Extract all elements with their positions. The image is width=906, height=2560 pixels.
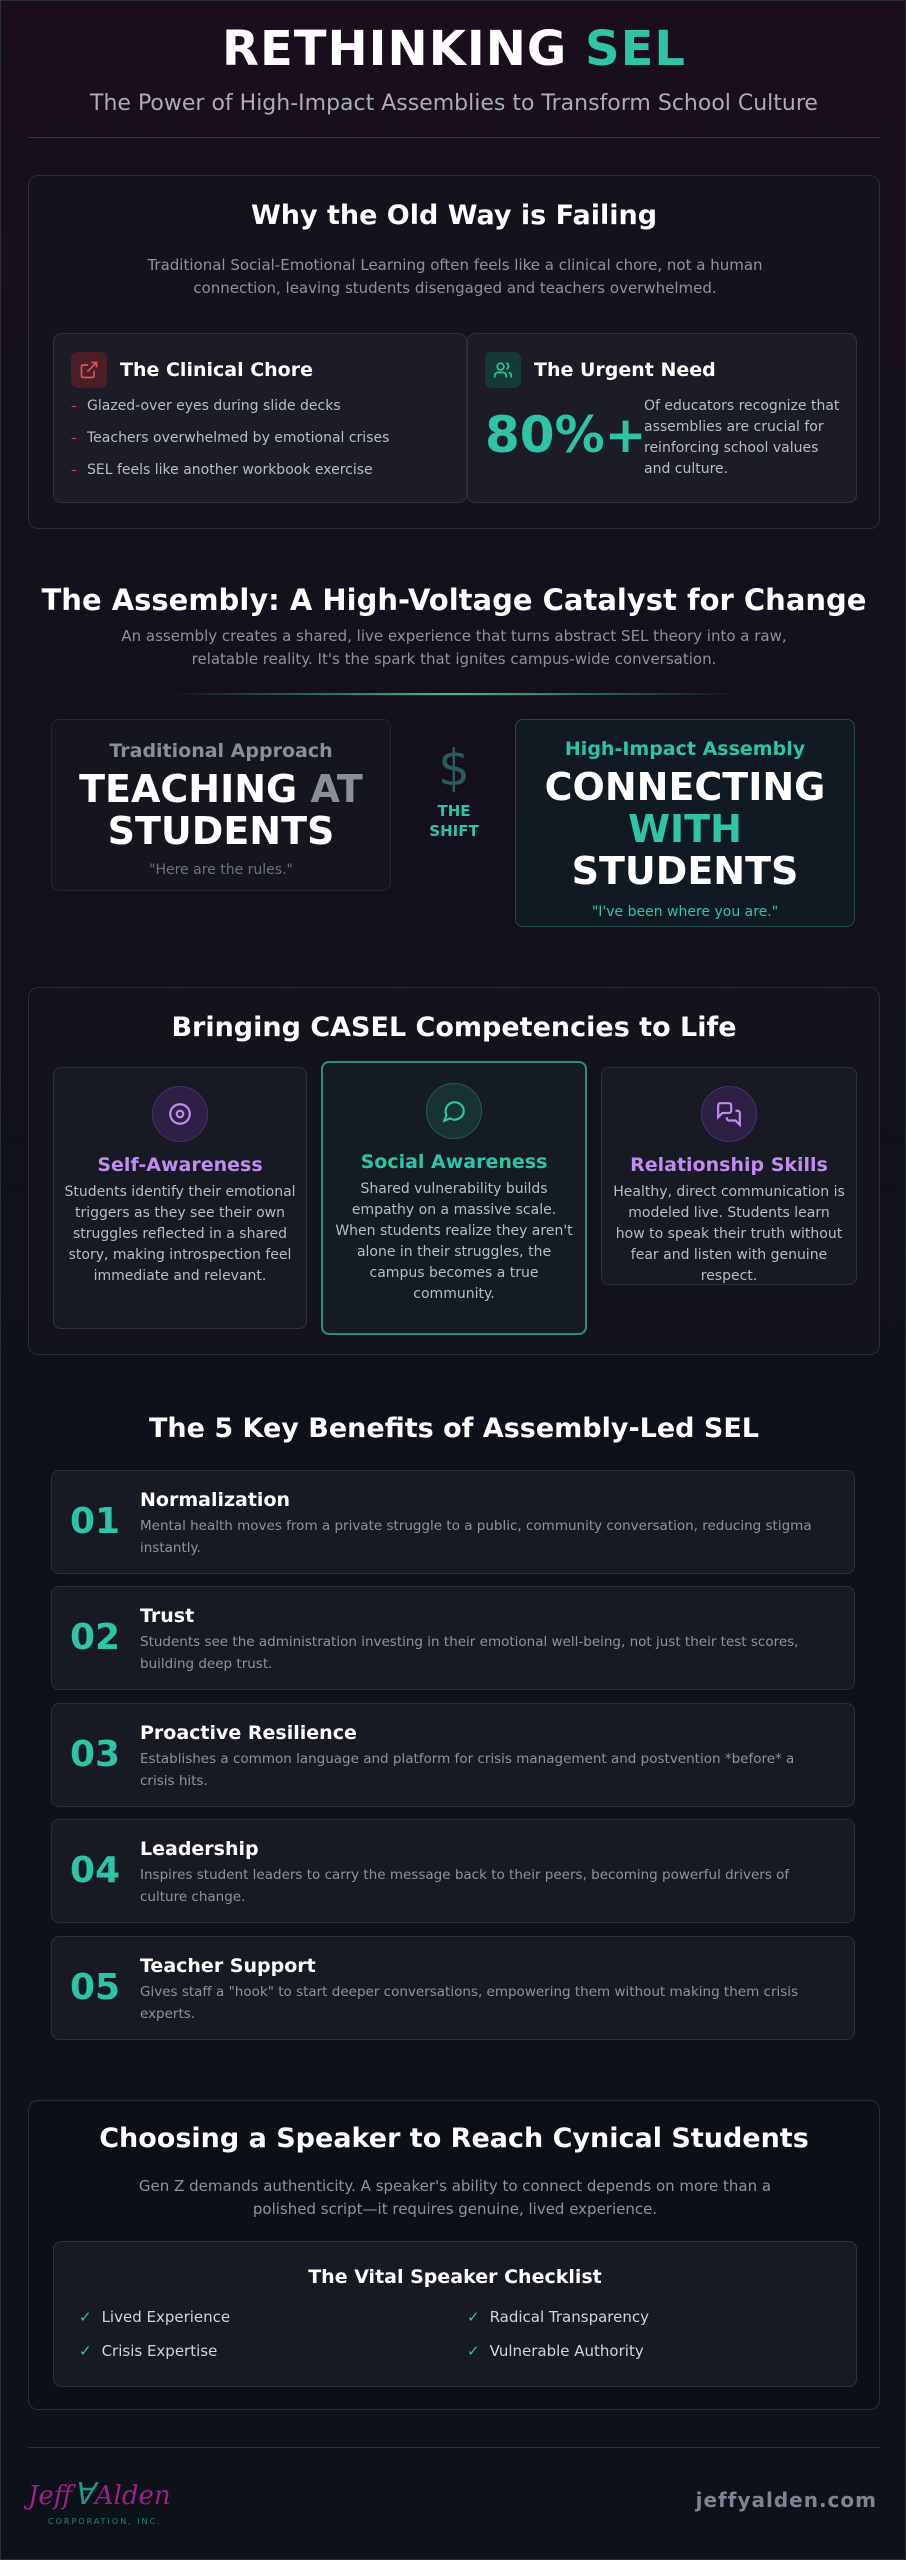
benefit-text: Establishes a common language and platform for crisis management and postvention *before* a crisis hits. [140, 1751, 795, 1789]
check-icon: ✓ [79, 2342, 92, 2360]
urgent-need-title: The Urgent Need [534, 359, 716, 381]
benefit-item [51, 1819, 855, 1923]
dollar-icon: $ [438, 739, 470, 797]
traditional-line-1: TEACHING AT [79, 767, 363, 811]
page-header [1, 19, 906, 119]
assembly-heading: The Assembly: A High-Voltage Catalyst for Change [41, 583, 867, 617]
users-icon [485, 352, 521, 388]
chat-bubbles-icon [701, 1086, 757, 1142]
logo-figure-icon: ꓯ [73, 2477, 94, 2512]
high-impact-line-2: WITH [628, 807, 742, 851]
competency-title: Relationship Skills [630, 1154, 828, 1176]
benefit-text: Inspires student leaders to carry the message back to their peers, becoming powerful drivers of culture change. [140, 1867, 790, 1905]
benefit-number: 03 [70, 1734, 121, 1775]
competency-title: Self-Awareness [97, 1154, 263, 1176]
benefits-heading: The 5 Key Benefits of Assembly-Led SEL [148, 1413, 760, 1444]
benefit-title: Normalization [140, 1489, 291, 1511]
failing-heading: Why the Old Way is Failing [250, 200, 658, 231]
page-title [1, 19, 906, 79]
speaker-heading: Choosing a Speaker to Reach Cynical Students [99, 2123, 809, 2154]
benefit-item [51, 1470, 855, 1574]
checklist-item: ✓ Vulnerable Authority [467, 2342, 644, 2360]
title-part-2: SEL [585, 21, 686, 77]
speaker-checklist-card [53, 2241, 857, 2387]
checklist-item: ✓ Crisis Expertise [79, 2342, 218, 2360]
logo [28, 2471, 178, 2531]
benefit-title: Trust [140, 1605, 195, 1627]
logo-tagline: CORPORATION, INC. [48, 2517, 162, 2526]
website-link[interactable]: jeffyalden.com [695, 2488, 877, 2512]
benefit-item [51, 1703, 855, 1807]
competency-text: Shared vulnerability builds empathy on a massive scale. When students realize they aren't alone in their struggles, the campus becomes a true community. [335, 1181, 573, 1302]
check-icon: ✓ [467, 2308, 480, 2326]
clinical-chore-title: The Clinical Chore [120, 359, 313, 381]
failing-intro: Traditional Social-Emotional Learning often feels like a clinical chore, not a human connection, leaving students disengaged and teachers overwhelmed. [147, 256, 763, 297]
benefit-title: Teacher Support [140, 1955, 316, 1977]
urgent-need-card [467, 333, 857, 503]
competency-self-awareness [53, 1067, 307, 1329]
title-part-1: RETHINKING [222, 21, 586, 77]
competency-text: Healthy, direct communication is modeled live. Students learn how to speak their truth without fear and listen with genuine respect. [613, 1184, 845, 1284]
high-impact-label: High-Impact Assembly [564, 738, 806, 760]
chore-bullet: – Teachers overwhelmed by emotional crises [71, 430, 390, 446]
checklist-title: The Vital Speaker Checklist [308, 2266, 602, 2288]
chore-bullet: – Glazed-over eyes during slide decks [71, 398, 341, 414]
benefit-item [51, 1586, 855, 1690]
check-icon: ✓ [467, 2342, 480, 2360]
competency-social-awareness [321, 1061, 587, 1335]
check-icon: ✓ [79, 2308, 92, 2326]
speaker-section [28, 2100, 880, 2410]
header-divider [28, 137, 880, 138]
high-impact-quote: "I've been where you are." [591, 904, 779, 920]
benefit-text: Gives staff a "hook" to start deeper conversations, empowering them without making them crisis experts. [140, 1984, 799, 2022]
benefit-number: 04 [70, 1850, 121, 1891]
urgent-need-stat: 80%+ [485, 406, 647, 464]
speaker-intro: Gen Z demands authenticity. A speaker's ability to connect depends on more than a polished script—it requires genuine, lived experience. [138, 2177, 772, 2218]
benefit-title: Proactive Resilience [140, 1722, 357, 1744]
assembly-divider [171, 693, 737, 695]
failing-section [28, 175, 880, 529]
competency-text: Students identify their emotional triggers as they see their own struggles reflected in a shared story, making introspection feel immediate and relevant. [64, 1184, 296, 1284]
checklist-item: ✓ Lived Experience [79, 2308, 231, 2326]
target-icon [152, 1086, 208, 1142]
clinical-chore-card [53, 333, 467, 503]
high-impact-line-1: CONNECTING [544, 765, 826, 809]
benefit-number: 05 [70, 1967, 121, 2008]
benefit-title: Leadership [140, 1838, 259, 1860]
logo-wordmark: JeffꓯAlden [28, 2477, 171, 2512]
casel-heading: Bringing CASEL Competencies to Life [171, 1012, 737, 1043]
competency-title: Social Awareness [360, 1151, 548, 1173]
high-impact-box [515, 719, 855, 927]
traditional-approach-box [51, 719, 391, 891]
urgent-need-stat-text: Of educators recognize that assemblies are crucial for reinforcing school values and culture. [644, 398, 840, 477]
shift-label: THE SHIFT [429, 802, 479, 840]
benefit-number: 02 [70, 1617, 121, 1658]
benefit-number: 01 [70, 1501, 121, 1542]
high-impact-line-3: STUDENTS [571, 849, 799, 893]
external-link-icon [71, 352, 107, 388]
traditional-quote: "Here are the rules." [149, 862, 293, 878]
page-subtitle: The Power of High-Impact Assemblies to Transform School Culture [90, 91, 818, 116]
competency-relationship-skills [601, 1067, 857, 1285]
benefit-item [51, 1936, 855, 2040]
footer-divider [28, 2447, 880, 2448]
message-circle-icon [426, 1083, 482, 1139]
traditional-label: Traditional Approach [109, 740, 333, 762]
benefit-text: Mental health moves from a private struggle to a public, community conversation, reducing stigma instantly. [140, 1518, 812, 1556]
assembly-intro: An assembly creates a shared, live experience that turns abstract SEL theory into a raw, relatable reality. It's the spark that ignites campus-wide conversation. [121, 627, 787, 668]
shift-indicator [409, 739, 499, 841]
checklist-item: ✓ Radical Transparency [467, 2308, 649, 2326]
benefit-text: Students see the administration investing in their emotional well-being, not just their test scores, building deep trust. [140, 1634, 799, 1672]
traditional-line-2: STUDENTS [107, 809, 335, 853]
casel-section [28, 987, 880, 1355]
chore-bullet: – SEL feels like another workbook exercise [71, 462, 373, 478]
